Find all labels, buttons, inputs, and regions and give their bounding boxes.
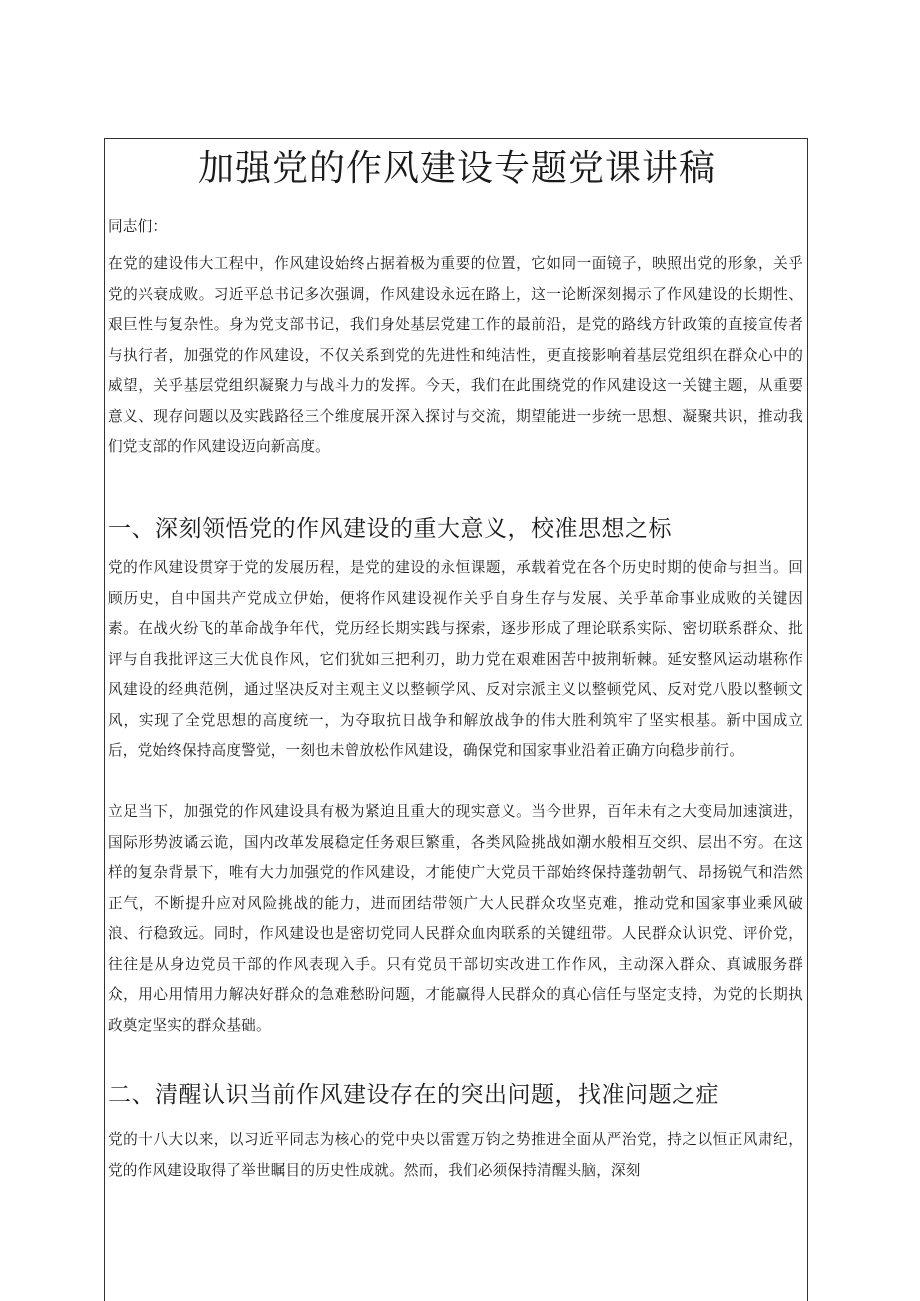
section-1-body [108, 553, 803, 767]
intro-paragraph: 在党的建设伟大工程中，作风建设始终占据着极为重要的位置，它如同一面镜子，映照出党的形象，关乎党的兴衰成败。习近平总书记多次强调，作风建设永远在路上，这一论断深刻揭示了作风建设的长期性、艰巨性与复杂性。身为党支部书记，我们身处基层党建工作的最前沿，是党的路线方针政策的直接宣传者与执行者，加强党的作风建设，不仅关系到党的先进性和纯洁性，更直接影响着基层党组织在群众心中的威望，关乎基层党组织凝聚力与战斗力的发挥。今天，我们在此围绕党的作风建设这一关键主题，从重要意义、现存问题以及实践路径三个维度展开深入探讨与交流，期望能进一步统一思想、凝聚共识，推动我们党支部的作风建设迈向新高度。 [108, 255, 803, 455]
section-2 [108, 1077, 803, 1113]
section-1 [108, 511, 803, 547]
section-heading: 二、清醒认识当前作风建设存在的突出问题，找准问题之症 [108, 1082, 719, 1108]
section-paragraph: 立足当下，加强党的作风建设具有极为紧迫且重大的现实意义。当今世界，百年未有之大变局加速演进，国际形势波谲云诡，国内改革发展稳定任务艰巨繁重，各类风险挑战如潮水般相互交织、层出不穷。在这样的复杂背景下，唯有大力加强党的作风建设，才能使广大党员干部始终保持蓬勃朝气、昂扬锐气和浩然正气，不断提升应对风险挑战的能力，进而团结带领广大人民群众攻坚克难，推动党和国家事业乘风破浪、行稳致远。同时，作风建设也是密切党同人民群众血肉联系的关键纽带。人民群众认识党、评价党，往往是从身边党员干部的作风表现入手。只有党员干部切实改进工作作风，主动深入群众、真诚服务群众，用心用情用力解决好群众的急难愁盼问题，才能赢得人民群众的真心信任与坚定支持，为党的长期执政奠定坚实的群众基础。 [108, 803, 803, 1034]
section-paragraph: 党的作风建设贯穿于党的发展历程，是党的建设的永恒课题，承载着党在各个历史时期的使命与担当。回顾历史，自中国共产党成立伊始，便将作风建设视作关乎自身生存与发展、关乎革命事业成败的关键因素。在战火纷飞的革命战争年代，党历经长期实践与探索，逐步形成了理论联系实际、密切联系群众、批评与自我批评这三大优良作风，它们犹如三把利刃，助力党在艰难困苦中披荆斩棘。延安整风运动堪称作风建设的经典范例，通过坚决反对主观主义以整顿学风、反对宗派主义以整顿党风、反对党八股以整顿文风，实现了全党思想的高度统一，为夺取抗日战争和解放战争的伟大胜利筑牢了坚实根基。新中国成立后，党始终保持高度警觉，一刻也未曾放松作风建设，确保党和国家事业沿着正确方向稳步前行。 [108, 559, 803, 759]
intro-block [108, 249, 803, 463]
document-title: 加强党的作风建设专题党课讲稿 [197, 148, 716, 189]
section-paragraph: 党的十八大以来，以习近平同志为核心的党中央以雷霆万钧之势推进全面从严治党，持之以恒正风肃纪，党的作风建设取得了举世瞩目的历史性成就。然而，我们必须保持清醒头脑，深刻 [108, 1131, 803, 1179]
salutation-block [108, 212, 803, 243]
section-heading: 一、深刻领悟党的作风建设的重大意义，校准思想之标 [108, 516, 672, 542]
salutation: 同志们： [108, 218, 168, 235]
document-page [104, 138, 808, 1301]
section-2-body [108, 1125, 803, 1186]
section-1-body-2 [108, 797, 803, 1041]
